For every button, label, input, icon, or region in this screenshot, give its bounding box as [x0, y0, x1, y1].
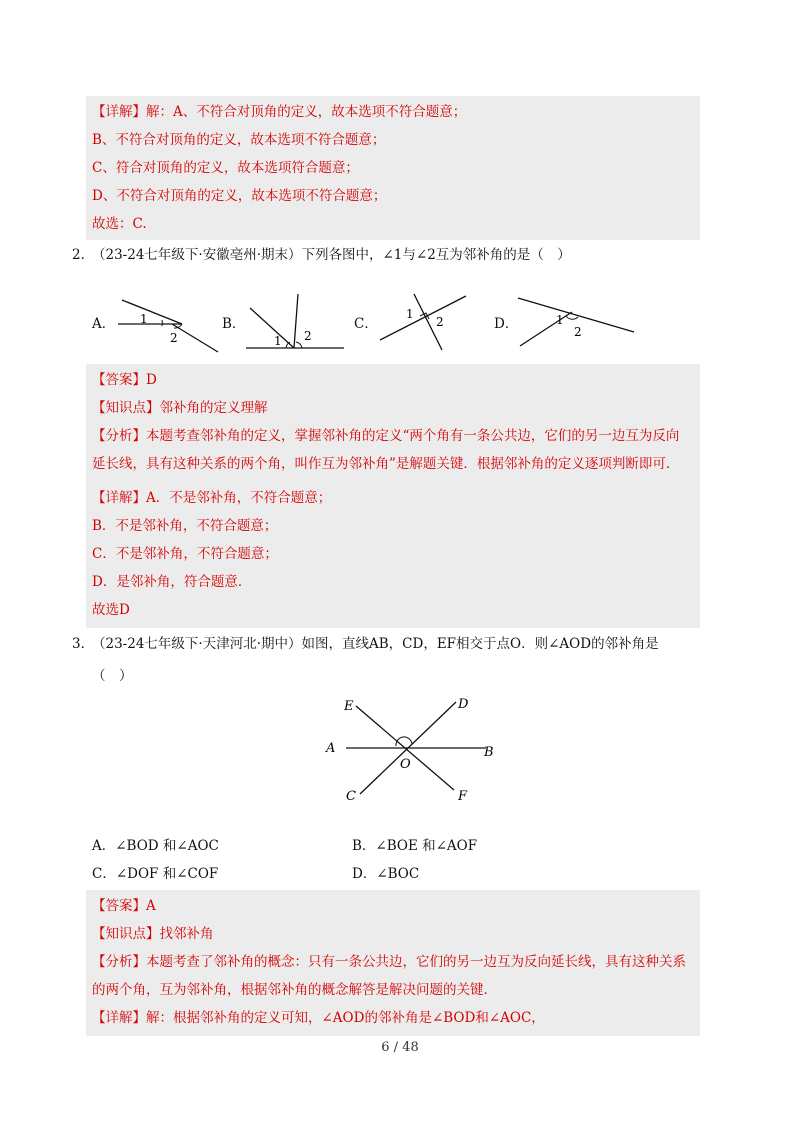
question-number: 2． — [72, 247, 95, 263]
detail-line: C．不是邻补角，不符合题意； — [92, 546, 278, 562]
knowledge-line: 【知识点】找邻补角 — [92, 926, 214, 942]
detail-line: 故选D — [92, 602, 130, 618]
fig-label-2: 2 — [170, 331, 178, 345]
q3-option-d: D．∠BOC — [352, 866, 420, 882]
figure-option-c — [372, 290, 472, 352]
solution-line: C、符合对顶角的定义，故本选项符合题意； — [92, 160, 359, 176]
solution-line: B、不符合对顶角的定义，故本选项不符合题意； — [92, 132, 386, 148]
figure-option-a — [110, 288, 230, 358]
question-text: （23-24七年级下·安徽亳州·期末）下列各图中，∠1与∠2互为邻补角的是（ ） — [92, 247, 571, 263]
page-number: 6 / 48 — [381, 1040, 419, 1055]
fig-label-2: 2 — [304, 329, 312, 343]
q3-option-c: C．∠DOF 和∠COF — [92, 866, 219, 882]
answer-line: 【答案】D — [92, 372, 157, 388]
analysis-line: 【分析】本题考查了邻补角的概念：只有一条公共边，它们的另一边互为反向延长线，具有这种关系 — [92, 954, 686, 970]
detail-line: 【详解】解：根据邻补角的定义可知，∠AOD的邻补角是∠BOD和∠AOC， — [92, 1010, 545, 1026]
figure-intersecting-lines — [320, 692, 500, 804]
fig-label-1: 1 — [274, 334, 282, 348]
detail-line: D．是邻补角，符合题意． — [92, 574, 252, 590]
fig-label-2: 2 — [436, 315, 444, 329]
fig-label-1: 1 — [406, 307, 414, 321]
question-text: （23-24七年级下·天津河北·期中）如图，直线AB，CD，EF相交于点O．则∠AOD的邻补角是 — [92, 636, 659, 652]
label-F: F — [458, 789, 468, 804]
q3-option-b: B．∠BOE 和∠AOF — [352, 838, 478, 854]
answer-line: 【答案】A — [92, 898, 156, 914]
label-E: E — [344, 699, 354, 714]
analysis-line: 延长线，具有这种关系的两个角，叫作互为邻补角”是解题关键．根据邻补角的定义逐项判断即可． — [92, 456, 680, 472]
solution-line: D、不符合对顶角的定义，故本选项不符合题意； — [92, 188, 387, 204]
solution-line: 故选：C. — [92, 216, 147, 232]
label-B: B — [484, 745, 494, 760]
fig-label-2: 2 — [574, 325, 582, 339]
label-C: C — [346, 789, 356, 804]
question-number: 3． — [72, 636, 95, 652]
fig-label-1: 1 — [556, 313, 564, 327]
figure-option-b — [240, 290, 350, 352]
option-a-label: A． — [92, 316, 116, 332]
label-D: D — [458, 697, 469, 712]
option-d-label: D． — [494, 316, 519, 332]
label-O: O — [400, 757, 411, 772]
analysis-line: 的两个角，互为邻补角，根据邻补角的概念解答是解决问题的关键． — [92, 982, 497, 998]
question-paren: （ ） — [92, 668, 133, 684]
detail-line: 【详解】A．不是邻补角，不符合题意； — [92, 490, 332, 506]
label-A: A — [326, 741, 336, 756]
option-b-label: B． — [222, 316, 246, 332]
fig-label-1: 1 — [140, 312, 148, 326]
option-c-label: C． — [354, 316, 378, 332]
detail-line: B．不是邻补角，不符合题意； — [92, 518, 278, 534]
figure-option-d — [512, 290, 638, 352]
analysis-line: 【分析】本题考查邻补角的定义，掌握邻补角的定义“两个角有一条公共边，它们的另一边互为反向 — [92, 428, 680, 444]
q3-option-a: A．∠BOD 和∠AOC — [92, 838, 219, 854]
solution-line: 【详解】解：A、不符合对顶角的定义，故本选项不符合题意； — [92, 104, 467, 120]
knowledge-line: 【知识点】邻补角的定义理解 — [92, 400, 268, 416]
